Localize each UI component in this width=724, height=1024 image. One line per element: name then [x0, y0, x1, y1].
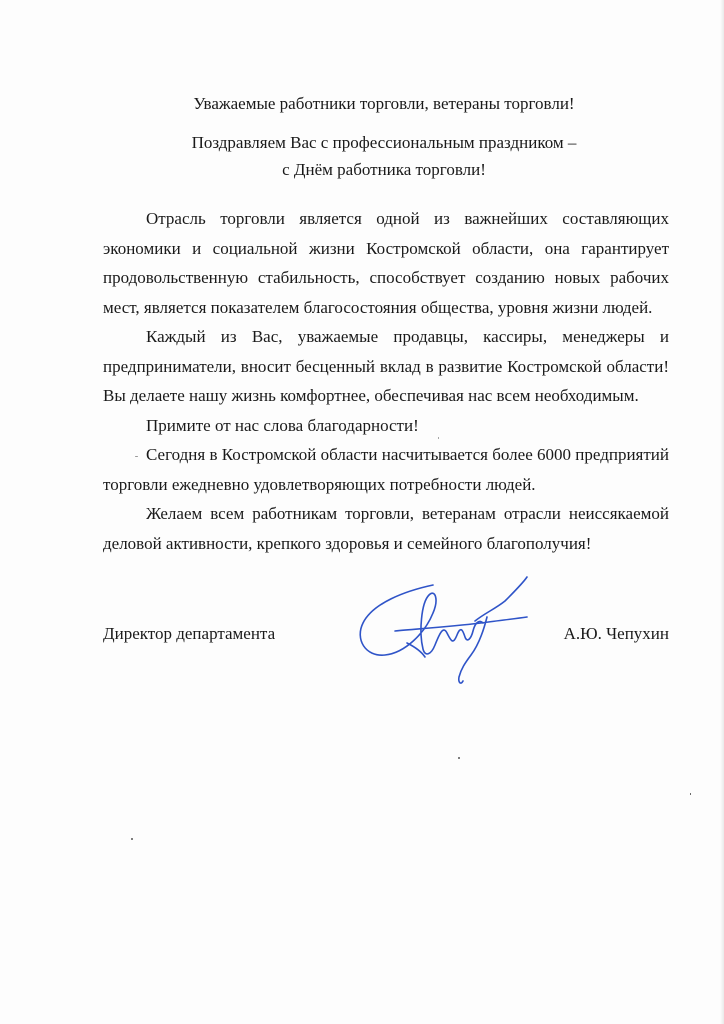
scan-speck [131, 838, 133, 840]
paragraph-1: Отрасль торговли является одной из важнейших составляющих экономики и социальной жизни Костромской области, она гарантирует продовольственную стабильность, способствует созданию новых рабочих мест, является показателем благосостояния общества, уровня жизни людей. [103, 209, 669, 317]
scan-speck [690, 793, 691, 795]
signatory-title: Директор департамента [103, 624, 276, 643]
paragraph-2: Каждый из Вас, уважаемые продавцы, кассиры, менеджеры и предприниматели, вносит бесценный вклад в развитие Костромской области! Вы делаете нашу жизнь комфортнее, обеспечивая нас всем необходимым. [103, 327, 669, 405]
handwritten-signature [355, 573, 535, 688]
signatory-name: А.Ю. Чепухин [563, 624, 669, 643]
scan-speck [458, 757, 460, 759]
congratulation-line-1: Поздравляем Вас с профессиональным праздником – [191, 133, 577, 152]
scan-speck [438, 437, 439, 439]
scan-edge-shadow [720, 0, 724, 1024]
paragraph-3: Примите от нас слова благодарности! [146, 415, 419, 435]
greeting-heading: Уважаемые работники торговли, ветераны торговли! [193, 94, 575, 113]
paragraph-4: Сегодня в Костромской области насчитывается более 6000 предприятий торговли ежедневно удовлетворяющих потребности людей. [103, 445, 669, 494]
letter-body [103, 204, 669, 558]
congratulation-line-2: с Днём работника торговли! [282, 160, 486, 179]
paragraph-5: Желаем всем работникам торговли, ветеранам отрасли неиссякаемой деловой активности, крепкого здоровья и семейного благополучия! [103, 504, 669, 553]
scan-speck [135, 456, 138, 457]
